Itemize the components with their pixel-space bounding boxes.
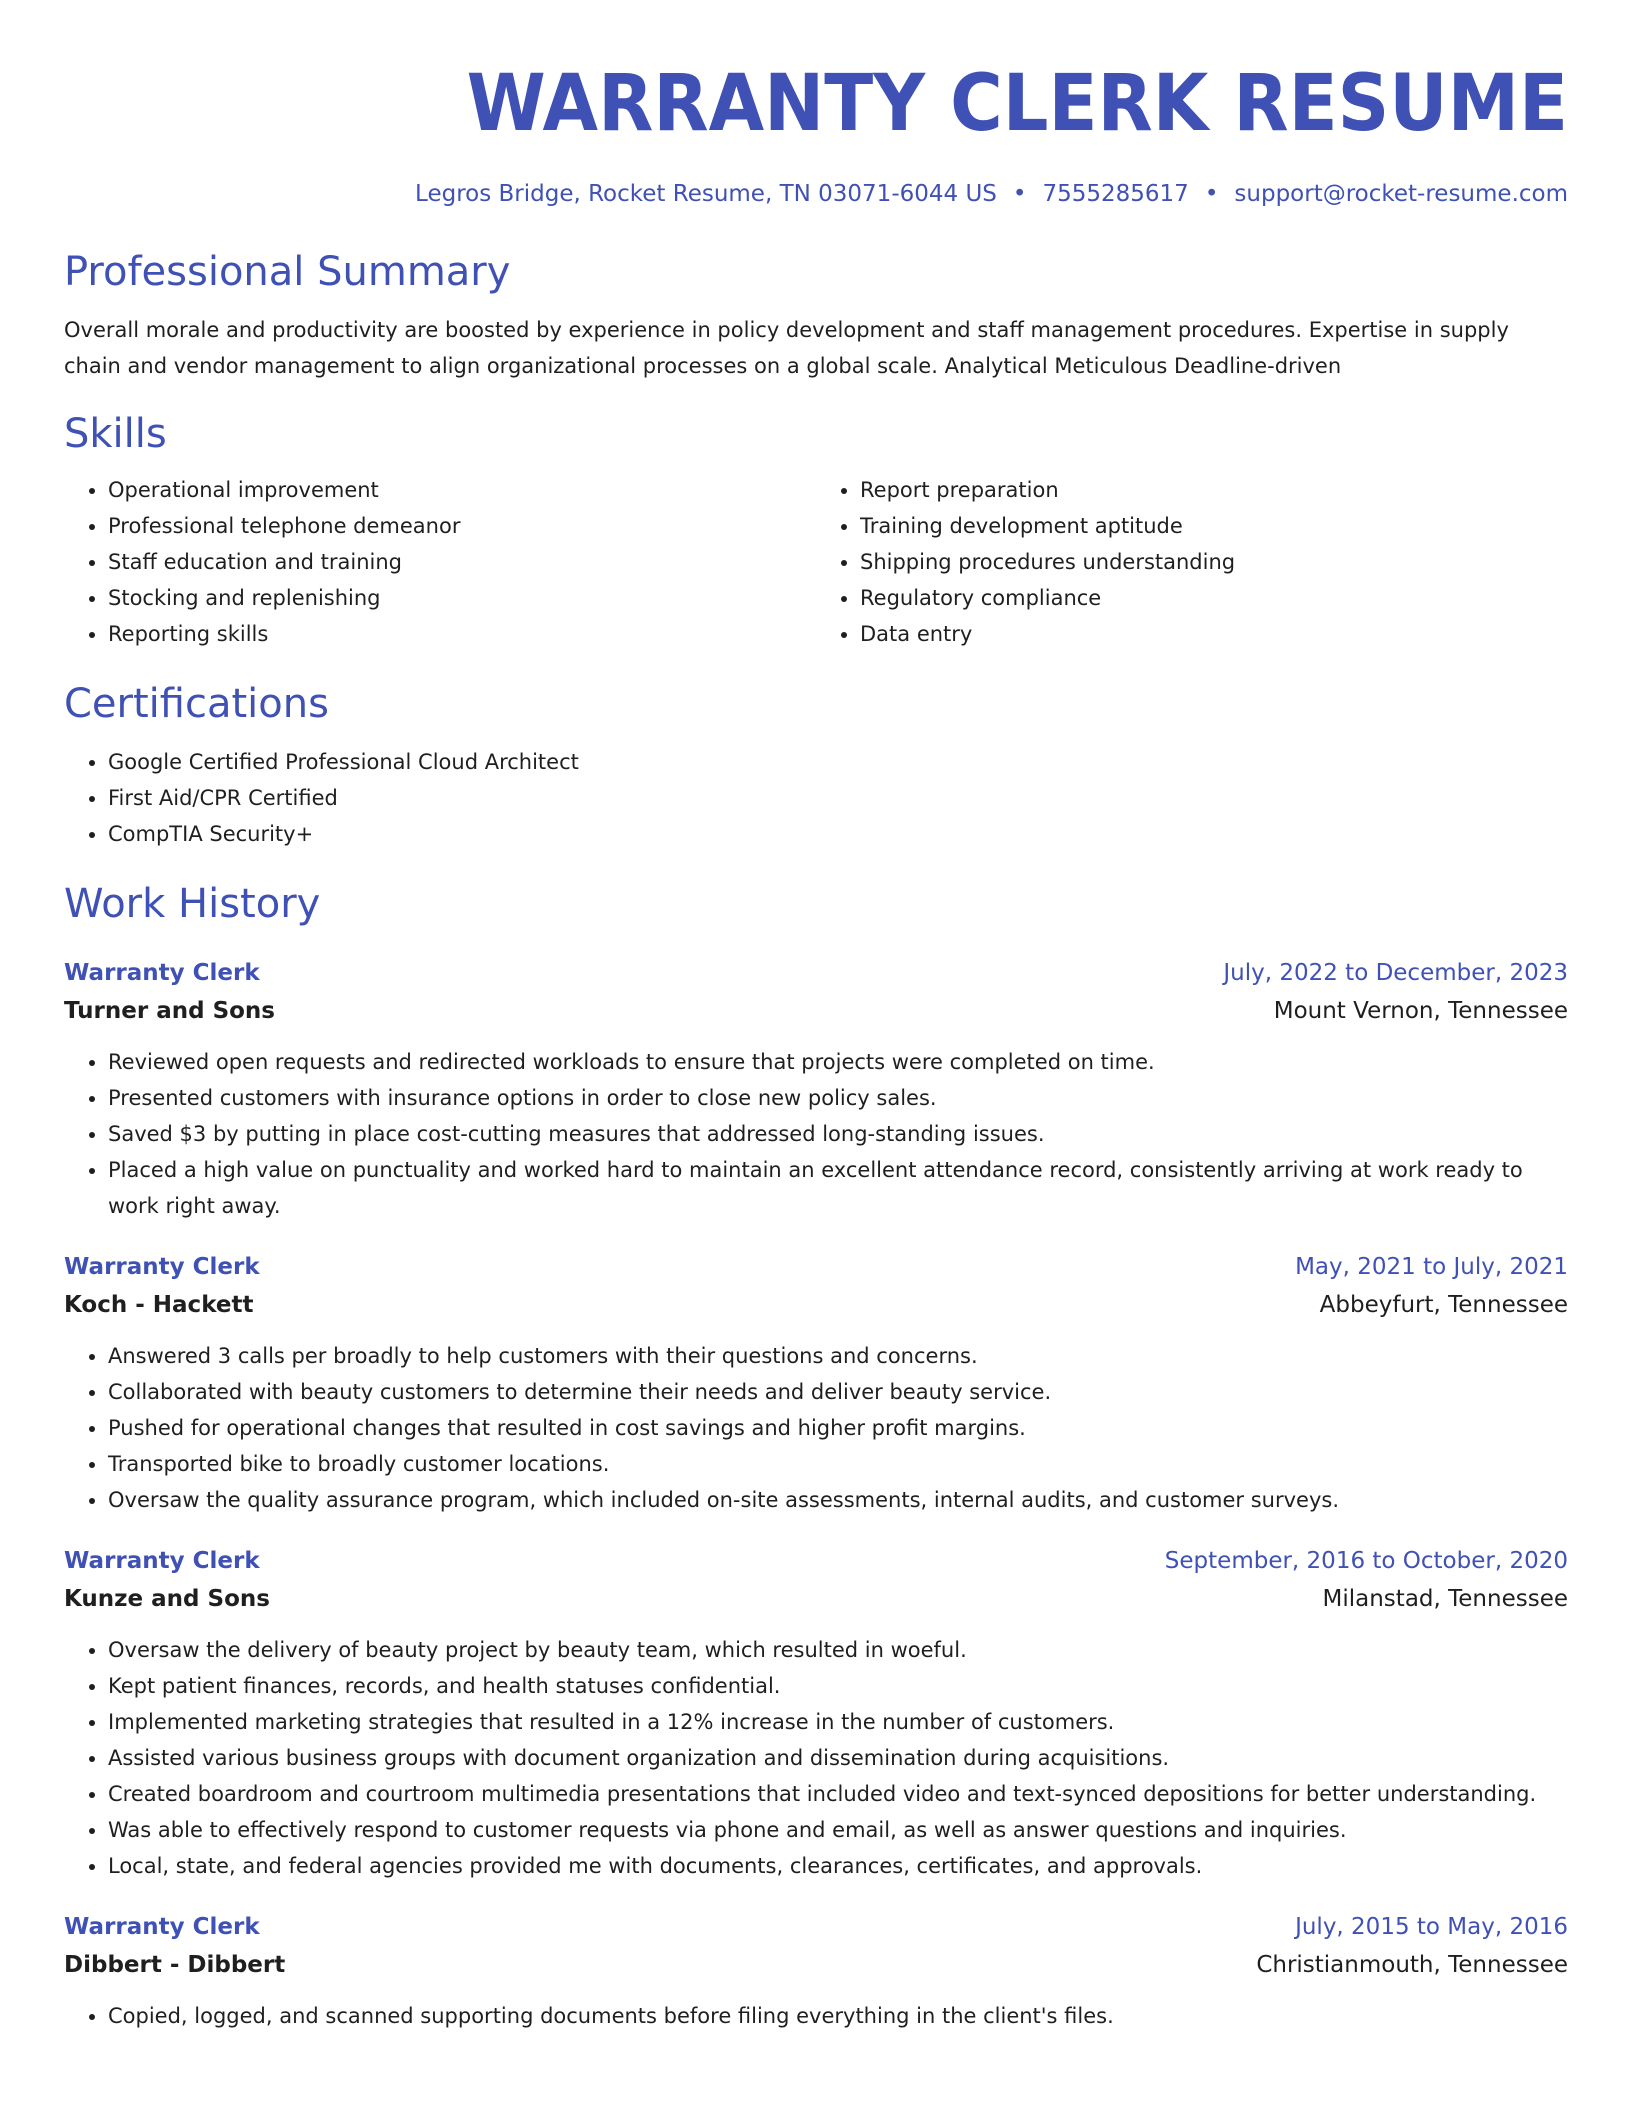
skill-item: • Operational improvement — [108, 472, 816, 508]
job-title: Warranty Clerk — [64, 960, 260, 986]
job-bullet: • Pushed for operational changes that resulted in cost savings and higher profit margins. — [108, 1410, 1568, 1446]
job-entry — [64, 1542, 1568, 1884]
job-company: Dibbert - Dibbert — [64, 1952, 286, 1978]
job-location: Milanstad, Tennessee — [1322, 1586, 1568, 1612]
job-bullet: • Local, state, and federal agencies provided me with documents, clearances, certificates, and approvals. — [108, 1848, 1568, 1884]
job-title: Warranty Clerk — [64, 1914, 260, 1940]
job-bullet: • Transported bike to broadly customer locations. — [108, 1446, 1568, 1482]
certifications-list — [64, 744, 1568, 852]
certification-item: • First Aid/CPR Certified — [108, 780, 1568, 816]
job-bullet: • Placed a high value on punctuality and worked hard to maintain an excellent attendance record, consistently arriving at work ready to work right away. — [108, 1152, 1568, 1224]
job-bullets — [64, 1998, 1568, 2034]
job-bullets — [64, 1044, 1568, 1224]
skills-left-list — [64, 472, 816, 652]
job-dates: July, 2015 to May, 2016 — [1295, 1914, 1568, 1940]
job-bullets — [64, 1632, 1568, 1884]
job-company: Turner and Sons — [64, 998, 275, 1024]
job-bullet: • Created boardroom and courtroom multimedia presentations that included video and text-synced depositions for better understanding. — [108, 1776, 1568, 1812]
job-location: Abbeyfurt, Tennessee — [1319, 1292, 1568, 1318]
job-bullet: • Implemented marketing strategies that resulted in a 12% increase in the number of customers. — [108, 1704, 1568, 1740]
job-bullets — [64, 1338, 1568, 1518]
job-title: Warranty Clerk — [64, 1548, 260, 1574]
job-dates: July, 2022 to December, 2023 — [1223, 960, 1568, 986]
job-header-row — [64, 1542, 1568, 1580]
certification-item: • Google Certified Professional Cloud Architect — [108, 744, 1568, 780]
summary-text: Overall morale and productivity are boosted by experience in policy development and staff management procedures. Expertise in supply chain and vendor management to align organizational processes on a global scale. Analytical Meticulous Deadline-driven — [64, 318, 1509, 378]
work-history-heading: Work History — [64, 881, 321, 927]
job-company: Kunze and Sons — [64, 1586, 270, 1612]
job-dates: May, 2021 to July, 2021 — [1295, 1254, 1568, 1280]
skills-heading: Skills — [64, 411, 167, 457]
job-bullet: • Collaborated with beauty customers to determine their needs and deliver beauty service. — [108, 1374, 1568, 1410]
job-entry — [64, 1908, 1568, 2034]
contact-separator: • — [1204, 181, 1219, 207]
resume-title: WARRANTY CLERK RESUME — [466, 59, 1568, 149]
contact-address: Legros Bridge, Rocket Resume, TN 03071-6044 US — [415, 181, 997, 207]
job-bullet: • Presented customers with insurance options in order to close new policy sales. — [108, 1080, 1568, 1116]
job-bullet: • Assisted various business groups with document organization and dissemination during acquisitions. — [108, 1740, 1568, 1776]
contact-email: support@rocket-resume.com — [1234, 181, 1568, 207]
skill-item: • Staff education and training — [108, 544, 816, 580]
job-company: Koch - Hackett — [64, 1292, 254, 1318]
job-header-row — [64, 954, 1568, 992]
job-company-row — [64, 1286, 1568, 1324]
skill-item: • Training development aptitude — [860, 508, 1568, 544]
job-bullet: • Kept patient finances, records, and health statuses confidential. — [108, 1668, 1568, 1704]
job-company-row — [64, 1946, 1568, 1984]
job-location: Mount Vernon, Tennessee — [1273, 998, 1568, 1024]
job-bullet: • Was able to effectively respond to customer requests via phone and email, as well as answer questions and inquiries. — [108, 1812, 1568, 1848]
job-entry — [64, 1248, 1568, 1518]
job-company-row — [64, 1580, 1568, 1618]
contact-phone: 7555285617 — [1042, 181, 1189, 207]
job-header-row — [64, 1248, 1568, 1286]
job-location: Christianmouth, Tennessee — [1256, 1952, 1568, 1978]
job-entry — [64, 954, 1568, 1224]
skill-item: • Reporting skills — [108, 616, 816, 652]
skill-item: • Regulatory compliance — [860, 580, 1568, 616]
job-company-row — [64, 992, 1568, 1030]
job-title: Warranty Clerk — [64, 1254, 260, 1280]
skills-right-list — [816, 472, 1568, 652]
job-bullet: • Reviewed open requests and redirected workloads to ensure that projects were completed on time. — [108, 1044, 1568, 1080]
contact-separator: • — [1012, 181, 1027, 207]
skill-item: • Shipping procedures understanding — [860, 544, 1568, 580]
skill-item: • Stocking and replenishing — [108, 580, 816, 616]
summary-heading: Professional Summary — [64, 249, 511, 295]
skill-item: • Report preparation — [860, 472, 1568, 508]
job-dates: September, 2016 to October, 2020 — [1164, 1548, 1568, 1574]
job-bullet: • Saved $3 by putting in place cost-cutting measures that addressed long-standing issues. — [108, 1116, 1568, 1152]
job-bullet: • Oversaw the delivery of beauty project by beauty team, which resulted in woeful. — [108, 1632, 1568, 1668]
job-bullet: • Copied, logged, and scanned supporting documents before filing everything in the client's files. — [108, 1998, 1568, 2034]
certifications-heading: Certifications — [64, 681, 329, 727]
skill-item: • Professional telephone demeanor — [108, 508, 816, 544]
certification-item: • CompTIA Security+ — [108, 816, 1568, 852]
job-header-row — [64, 1908, 1568, 1946]
contact-line — [64, 178, 1568, 210]
job-bullet: • Answered 3 calls per broadly to help customers with their questions and concerns. — [108, 1338, 1568, 1374]
skill-item: • Data entry — [860, 616, 1568, 652]
skills-columns — [64, 472, 1568, 652]
job-bullet: • Oversaw the quality assurance program, which included on-site assessments, internal audits, and customer surveys. — [108, 1482, 1568, 1518]
